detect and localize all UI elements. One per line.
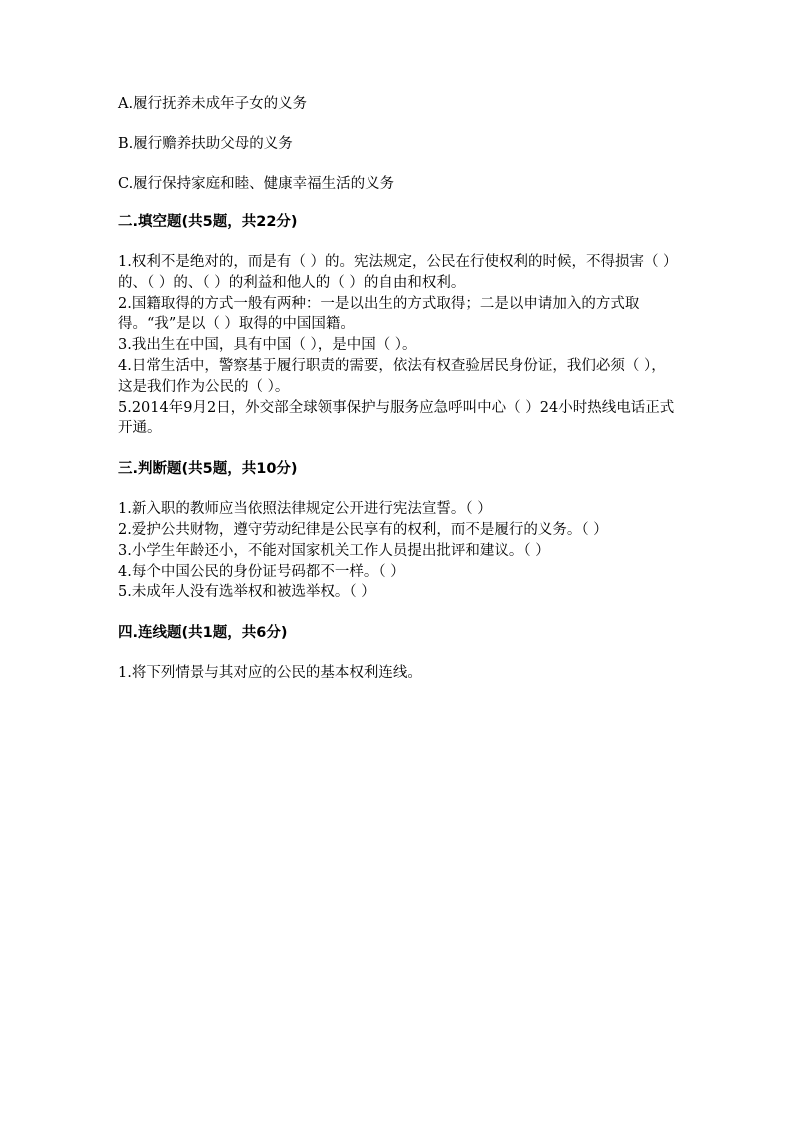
question-item: 5.未成年人没有选举权和被选举权。（ ）: [118, 584, 376, 601]
section-heading: 二.填空题(共5题，共22分): [118, 214, 298, 230]
question-item: 5.2014年9月2日，外交部全球领事保护与服务应急呼叫中心（ ）24小时热线电话正式开通。: [118, 399, 675, 437]
page-content: [118, 94, 678, 704]
matching-section: [118, 623, 678, 684]
question-item: 3.小学生年龄还小，不能对国家机关工作人员提出批评和建议。（ ）: [118, 542, 550, 559]
question-item: 4.日常生活中，警察基于履行职责的需要，依法有权查验居民身份证，我们必须（ ），这是我们作为公民的（ ）。: [118, 357, 666, 395]
question-item: 4.每个中国公民的身份证号码都不一样。（ ）: [118, 563, 405, 580]
option-list: [118, 94, 678, 194]
true-false-section: [118, 459, 678, 603]
section-heading: 四.连线题(共1题，共6分): [118, 625, 288, 642]
question-item: 1.将下列情景与其对应的公民的基本权利连线。: [118, 665, 422, 682]
option-b: B.履行赡养扶助父母的义务: [118, 136, 293, 152]
question-item: 1.新入职的教师应当依照法律规定公开进行宪法宣誓。（ ）: [118, 501, 492, 518]
section-heading: 三.判断题(共5题，共10分): [118, 461, 298, 478]
question-item: 3.我出生在中国，具有中国（ ），是中国（ ）。: [118, 337, 417, 354]
question-item: 2.爱护公共财物，遵守劳动纪律是公民享有的权利，而不是履行的义务。（ ）: [118, 521, 608, 538]
question-item: 1.权利不是绝对的，而是有（ ）的。宪法规定，公民在行使权利的时候，不得损害（ ）的、（ ）的、（ ）的利益和他人的（ ）的自由和权利。: [118, 254, 678, 291]
question-item: 2.国籍取得的方式一般有两种：一是以出生的方式取得；二是以申请加入的方式取得。“我”是以（ ）取得的中国国籍。: [118, 295, 640, 333]
fill-blank-section: [118, 212, 678, 439]
option-c: C.履行保持家庭和睦、健康幸福生活的义务: [118, 176, 395, 192]
option-a: A.履行抚养未成年子女的义务: [118, 96, 308, 112]
